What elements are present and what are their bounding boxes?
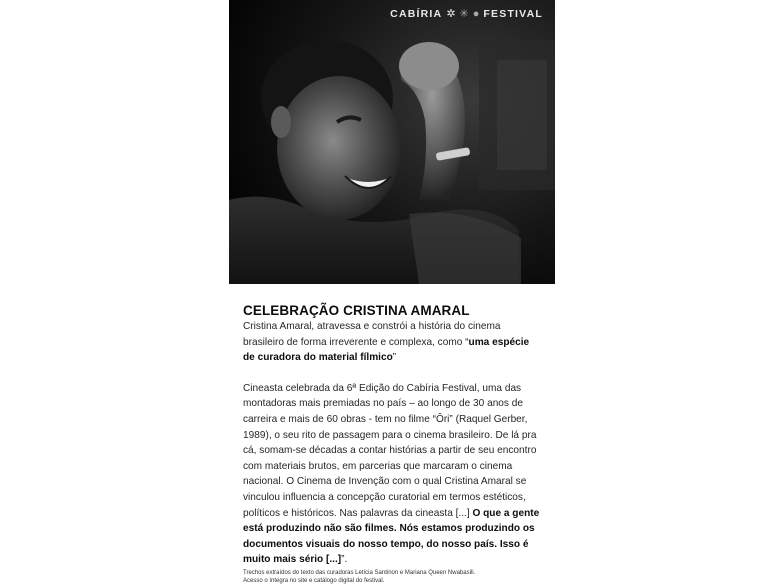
footnote-line-1: Trechos extraídos do texto das curadoras Letícia Santinon e Mariana Queen Nwabasili. [243,569,476,576]
footnote [243,569,543,586]
star-icon: ✲ [446,7,456,20]
circle-icon: ● [472,7,480,20]
festival-logo [390,8,543,20]
article [243,303,543,586]
intro-highlight: uma espécie de curadora do material fílmico [243,336,530,364]
intro-close: ” [392,352,397,364]
body-text: Cineasta celebrada da 6ª Edição do Cabíria Festival, uma das montadoras mais premiadas no país – ao longo de 30 anos de carreira e mais de 60 obras - tem no filme “Ôri” (Raquel Gerber, 1989), o seu rito de passagem para o cinema brasileiro. De lá pra cá, somam-se décadas a contar histórias a partir de seu encontro com materiais brutos, em parcerias que marcaram o cinema nacional. O Cinema de Invenção com o qual Cristina Amaral se vinculou influencia a concepção curatorial em termos estéticos, políticos e históricos. Nas palavras da cineasta [...] [243,382,537,519]
brand-name-right: FESTIVAL [483,8,543,20]
brand-name-left: CABÍRIA [390,8,443,20]
footnote-line-2: Acesso o íntegra no site e catálogo digital do festival. [243,578,385,585]
portrait-image [229,0,555,284]
featured-photo [229,0,555,284]
intro-text: Cristina Amaral, atravessa e constrói a história do cinema brasileiro de forma irreverente e complexa, como “ [243,321,501,348]
article-title: CELEBRAÇÃO CRISTINA AMARAL [243,303,470,318]
article-body [243,381,543,568]
body-quote: O que a gente está produzindo não são filmes. Nós estamos produzindo os documentos visuais do nosso tempo, do nosso país. Isso é muito mais sério [...] [243,507,540,566]
body-close: ”. [341,554,348,566]
burst-icon: ✳ [459,7,469,20]
article-intro [243,319,543,366]
